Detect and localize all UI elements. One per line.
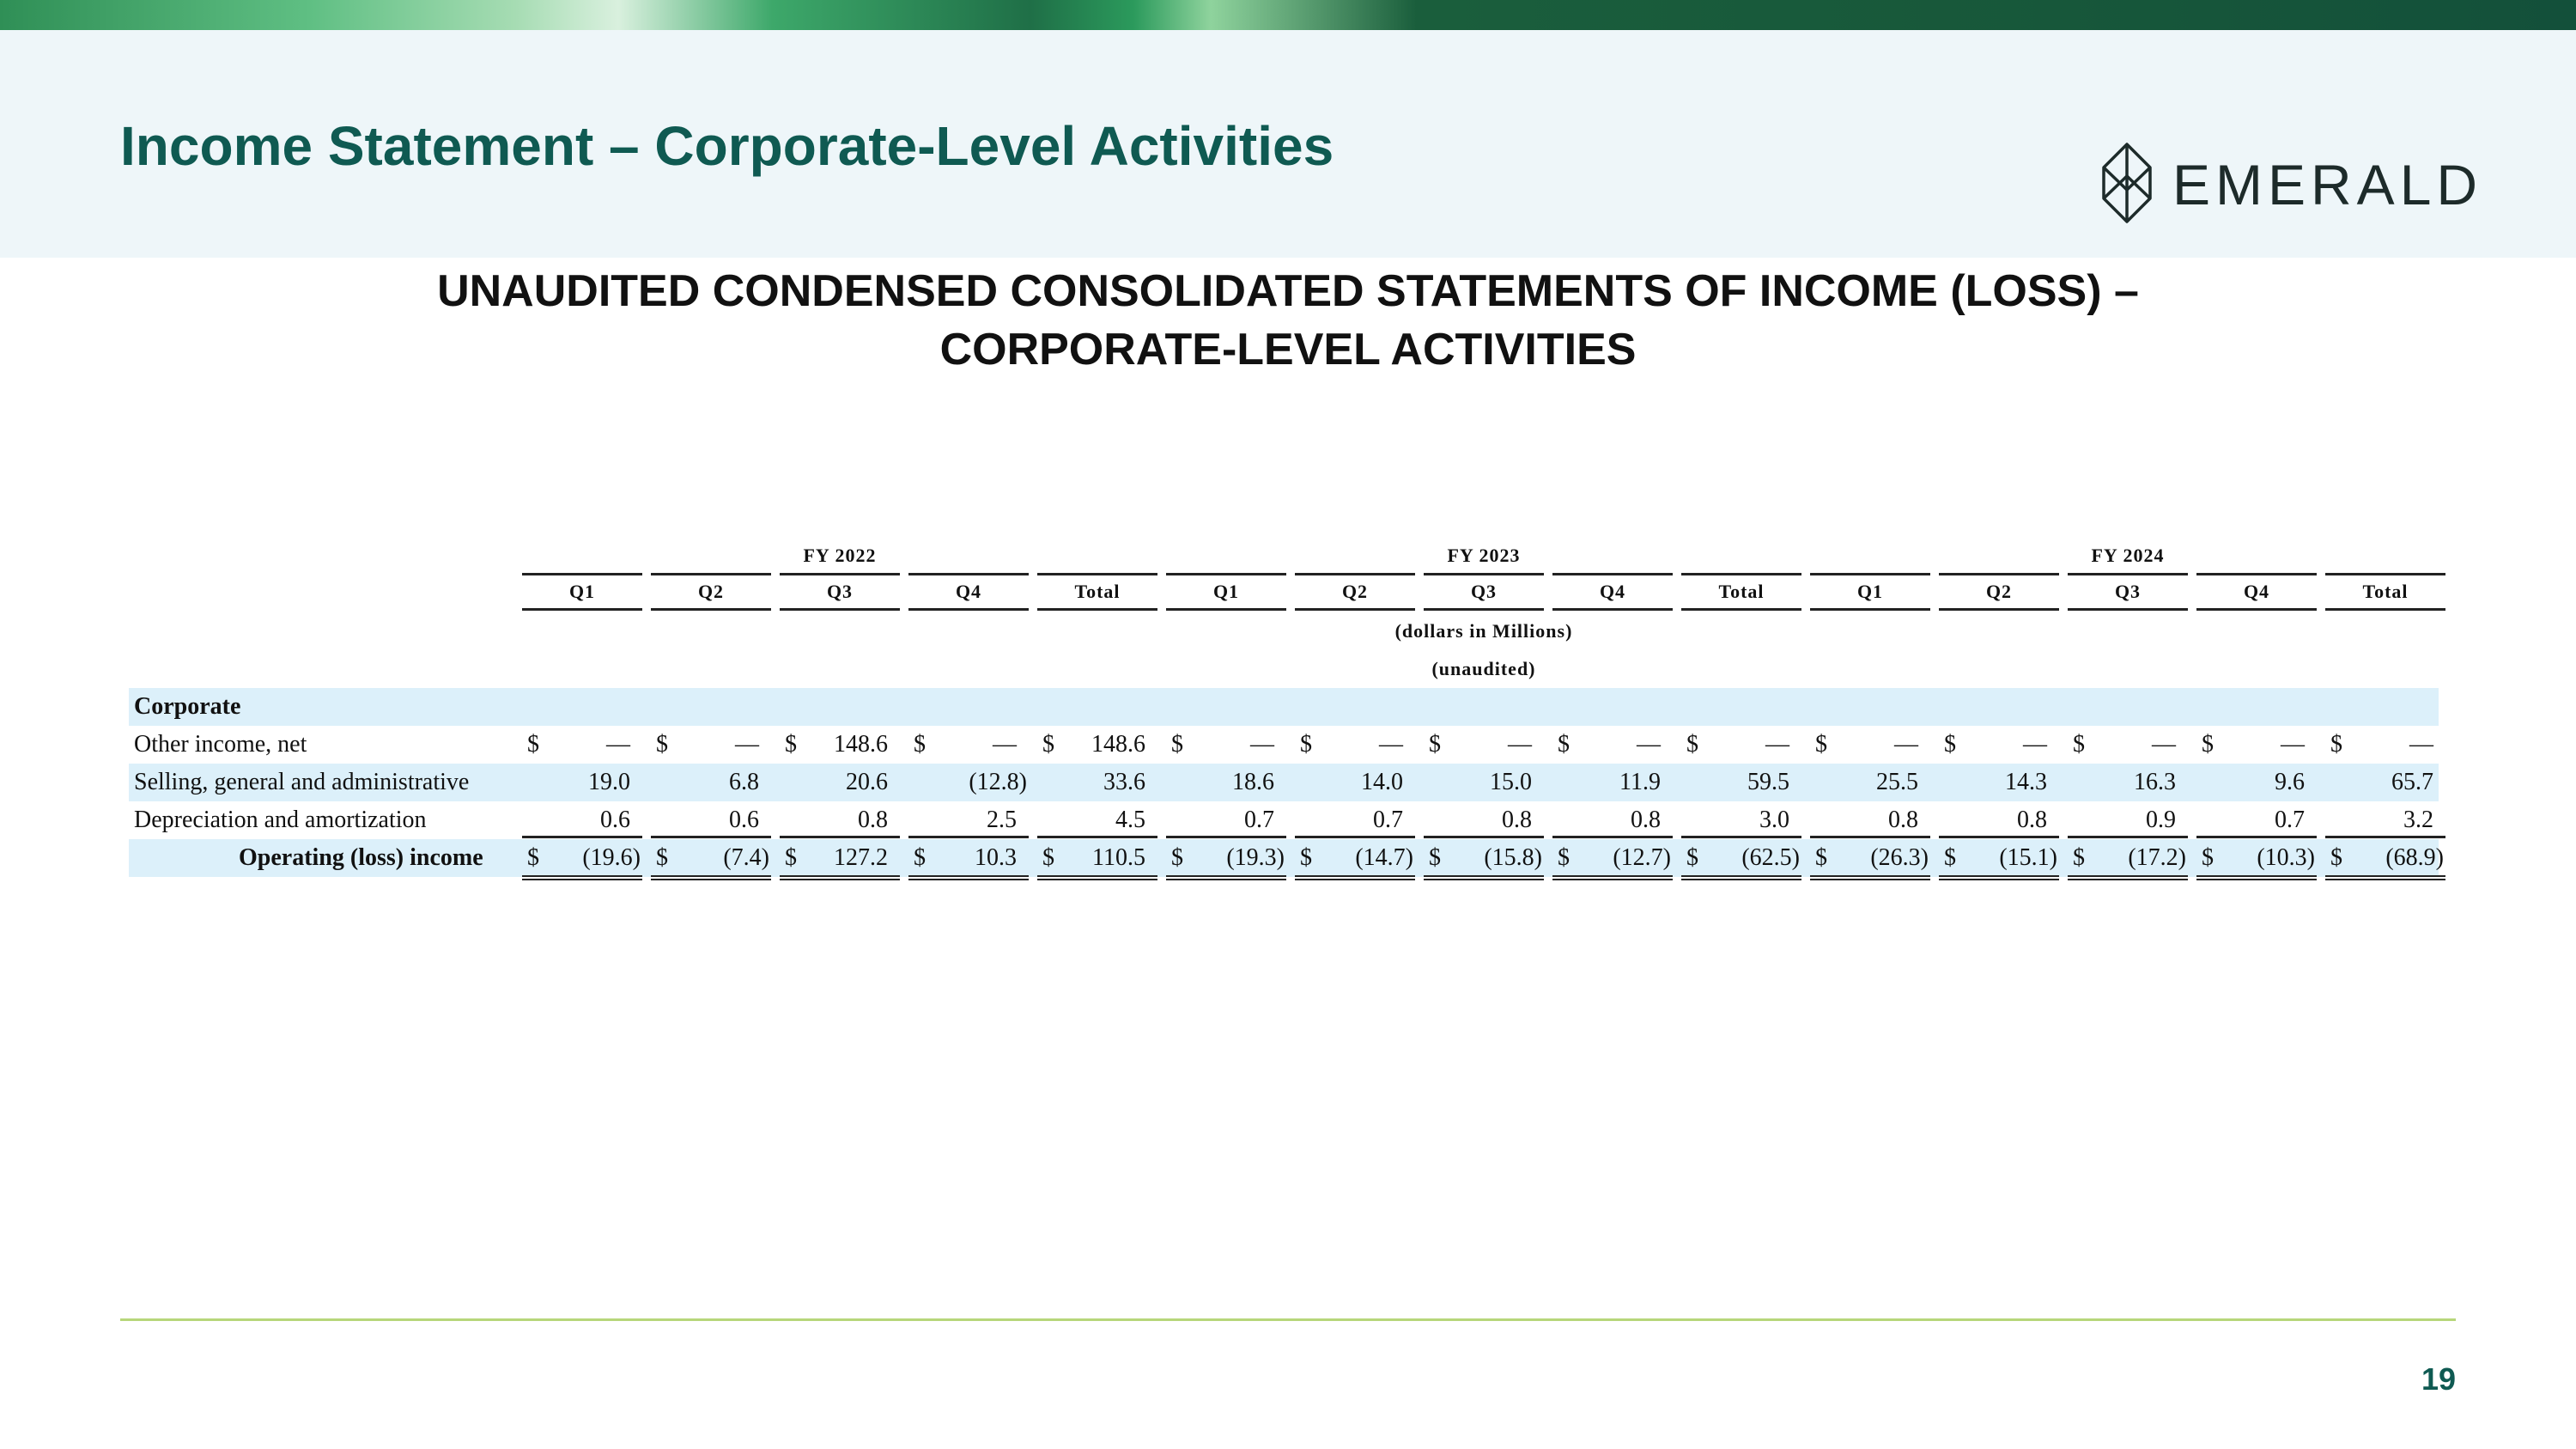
currency-symbol: $ xyxy=(914,731,926,758)
table-cell: 11.9 xyxy=(1619,769,1661,795)
statement-heading-line-1: UNAUDITED CONDENSED CONSOLIDATED STATEMENTS OF INCOME (LOSS) – xyxy=(437,266,2139,316)
cell-rule xyxy=(1295,875,1415,880)
currency-symbol: $ xyxy=(1171,844,1183,871)
currency-symbol: $ xyxy=(656,731,668,758)
table-cell: (19.3) xyxy=(1226,844,1285,871)
emerald-logo xyxy=(2100,142,2483,228)
table-row xyxy=(129,839,2444,877)
column-header: Q2 xyxy=(651,573,771,611)
table-cell: 9.6 xyxy=(2275,769,2305,795)
currency-symbol: $ xyxy=(1300,731,1312,758)
currency-symbol: $ xyxy=(1686,844,1698,871)
table-cell: 20.6 xyxy=(846,769,888,795)
table-cell: — xyxy=(735,731,759,758)
table-cell: 0.8 xyxy=(858,807,888,833)
currency-symbol: $ xyxy=(2073,844,2085,871)
table-cell: (10.3) xyxy=(2257,844,2315,871)
currency-symbol: $ xyxy=(1558,731,1570,758)
table-cell: 59.5 xyxy=(1747,769,1789,795)
cell-rule xyxy=(1939,836,2059,838)
section-row-corporate xyxy=(129,688,2439,726)
top-gradient-band xyxy=(0,0,2576,30)
table-row xyxy=(129,726,2439,764)
table-cell: — xyxy=(993,731,1017,758)
cell-rule xyxy=(2196,875,2317,880)
currency-symbol: $ xyxy=(2330,731,2342,758)
page-title: Income Statement – Corporate-Level Activities xyxy=(120,115,1334,177)
column-header: Q1 xyxy=(522,573,642,611)
row-label: Depreciation and amortization xyxy=(134,807,427,833)
currency-symbol: $ xyxy=(1944,731,1956,758)
statement-heading-line-2: CORPORATE-LEVEL ACTIVITIES xyxy=(939,325,1637,374)
fiscal-year-label: FY 2022 xyxy=(803,545,877,566)
page-number: 19 xyxy=(2421,1361,2456,1397)
cell-rule xyxy=(908,875,1029,880)
cell-rule xyxy=(1295,836,1415,838)
slide-header xyxy=(0,30,2576,258)
table-cell: 14.3 xyxy=(2005,769,2047,795)
table-cell: — xyxy=(1637,731,1661,758)
currency-symbol: $ xyxy=(2073,731,2085,758)
column-header: Q3 xyxy=(2068,573,2188,611)
row-label: Selling, general and administrative xyxy=(134,769,470,795)
table-cell: 4.5 xyxy=(1115,807,1145,833)
column-header: Total xyxy=(1681,573,1801,611)
cell-rule xyxy=(1037,836,1157,838)
currency-symbol: $ xyxy=(785,844,797,871)
currency-symbol: $ xyxy=(527,731,539,758)
table-cell: 110.5 xyxy=(1092,844,1145,871)
table-cell: 19.0 xyxy=(588,769,630,795)
table-cell: 16.3 xyxy=(2134,769,2176,795)
cell-rule xyxy=(2068,875,2188,880)
table-cell: (19.6) xyxy=(582,844,641,871)
table-cell: (15.1) xyxy=(1999,844,2057,871)
currency-symbol: $ xyxy=(1815,731,1827,758)
table-cell: 2.5 xyxy=(987,807,1017,833)
table-cell: (17.2) xyxy=(2128,844,2186,871)
cell-rule xyxy=(1552,875,1673,880)
cell-rule xyxy=(2325,875,2445,880)
table-cell: 0.6 xyxy=(729,807,759,833)
table-cell: (12.7) xyxy=(1613,844,1671,871)
fiscal-year-label: FY 2023 xyxy=(1447,545,1521,566)
cell-rule xyxy=(780,836,900,838)
units-note-row xyxy=(129,612,2439,650)
cell-rule xyxy=(2325,836,2445,838)
table-cell: 0.8 xyxy=(1502,807,1532,833)
table-cell: (7.4) xyxy=(723,844,769,871)
table-cell: 3.0 xyxy=(1759,807,1789,833)
column-header: Q3 xyxy=(1424,573,1544,611)
table-cell: 0.8 xyxy=(2017,807,2047,833)
table-cell: 0.7 xyxy=(1373,807,1403,833)
currency-symbol: $ xyxy=(914,844,926,871)
currency-symbol: $ xyxy=(785,731,797,758)
table-cell: 3.2 xyxy=(2403,807,2433,833)
cell-rule xyxy=(2068,836,2188,838)
currency-symbol: $ xyxy=(2202,844,2214,871)
cell-rule xyxy=(1810,836,1930,838)
cell-rule xyxy=(1166,836,1286,838)
currency-symbol: $ xyxy=(1558,844,1570,871)
currency-symbol: $ xyxy=(1944,844,1956,871)
table-cell: 127.2 xyxy=(834,844,888,871)
cell-rule xyxy=(522,875,642,880)
cell-rule xyxy=(1681,875,1801,880)
cell-rule xyxy=(1552,836,1673,838)
table-cell: 0.8 xyxy=(1888,807,1918,833)
table-cell: 0.6 xyxy=(600,807,630,833)
table-cell: 10.3 xyxy=(975,844,1017,871)
column-header: Q4 xyxy=(908,573,1029,611)
table-cell: (15.8) xyxy=(1484,844,1542,871)
currency-symbol: $ xyxy=(1429,844,1441,871)
table-cell: (68.9) xyxy=(2385,844,2444,871)
cell-rule xyxy=(1037,875,1157,880)
cell-rule xyxy=(1939,875,2059,880)
currency-symbol: $ xyxy=(527,844,539,871)
table-cell: — xyxy=(1250,731,1274,758)
currency-symbol: $ xyxy=(1171,731,1183,758)
currency-symbol: $ xyxy=(1686,731,1698,758)
audit-note: (unaudited) xyxy=(1431,658,1536,679)
statement-heading xyxy=(258,262,2318,379)
table-row xyxy=(129,801,2439,839)
column-header: Q1 xyxy=(1166,573,1286,611)
currency-symbol: $ xyxy=(1300,844,1312,871)
currency-symbol: $ xyxy=(1042,731,1054,758)
column-header: Q3 xyxy=(780,573,900,611)
table-cell: 25.5 xyxy=(1876,769,1918,795)
column-header: Q1 xyxy=(1810,573,1930,611)
cell-rule xyxy=(1681,836,1801,838)
table-cell: 14.0 xyxy=(1361,769,1403,795)
table-cell: — xyxy=(2409,731,2433,758)
fiscal-year-header-row xyxy=(129,537,2439,575)
quarter-header-row xyxy=(129,573,2439,611)
table-cell: (26.3) xyxy=(1870,844,1929,871)
table-cell: — xyxy=(1894,731,1918,758)
table-cell: (62.5) xyxy=(1741,844,1800,871)
emerald-gem-icon xyxy=(2100,142,2154,224)
table-cell: 0.7 xyxy=(2275,807,2305,833)
cell-rule xyxy=(522,836,642,838)
currency-symbol: $ xyxy=(1429,731,1441,758)
cell-rule xyxy=(1166,875,1286,880)
logo-wordmark: EMERALD xyxy=(2172,153,2483,216)
table-cell: — xyxy=(1508,731,1532,758)
currency-symbol: $ xyxy=(1815,844,1827,871)
cell-rule xyxy=(651,836,771,838)
column-header: Total xyxy=(2325,573,2445,611)
table-cell: 0.8 xyxy=(1631,807,1661,833)
table-cell: 65.7 xyxy=(2391,769,2433,795)
table-cell: 6.8 xyxy=(729,769,759,795)
table-cell: 0.9 xyxy=(2146,807,2176,833)
column-header: Q2 xyxy=(1939,573,2059,611)
currency-symbol: $ xyxy=(2202,731,2214,758)
audit-note-row xyxy=(129,650,2439,688)
cell-rule xyxy=(1424,836,1544,838)
table-cell: 148.6 xyxy=(834,731,888,758)
currency-symbol: $ xyxy=(656,844,668,871)
table-row xyxy=(129,764,2439,801)
table-cell: 148.6 xyxy=(1091,731,1145,758)
cell-rule xyxy=(1424,875,1544,880)
table-cell: — xyxy=(606,731,630,758)
column-header: Q4 xyxy=(1552,573,1673,611)
section-label: Corporate xyxy=(134,693,241,720)
table-cell: — xyxy=(2281,731,2305,758)
cell-rule xyxy=(651,875,771,880)
currency-symbol: $ xyxy=(2330,844,2342,871)
table-cell: 18.6 xyxy=(1232,769,1274,795)
table-cell: 15.0 xyxy=(1490,769,1532,795)
cell-rule xyxy=(1810,875,1930,880)
table-cell: (12.8) xyxy=(969,769,1027,795)
units-note: (dollars in Millions) xyxy=(1394,620,1573,642)
table-cell: (14.7) xyxy=(1355,844,1413,871)
fiscal-year-label: FY 2024 xyxy=(2091,545,2165,566)
column-header: Q4 xyxy=(2196,573,2317,611)
table-cell: 0.7 xyxy=(1244,807,1274,833)
table-cell: — xyxy=(1765,731,1789,758)
column-header: Total xyxy=(1037,573,1157,611)
table-cell: — xyxy=(2152,731,2176,758)
table-cell: 33.6 xyxy=(1103,769,1145,795)
row-label: Other income, net xyxy=(134,731,307,758)
footer-divider xyxy=(120,1318,2456,1321)
row-label: Operating (loss) income xyxy=(239,844,483,871)
column-header: Q2 xyxy=(1295,573,1415,611)
table-cell: — xyxy=(1379,731,1403,758)
currency-symbol: $ xyxy=(1042,844,1054,871)
table-cell: — xyxy=(2023,731,2047,758)
cell-rule xyxy=(908,836,1029,838)
cell-rule xyxy=(780,875,900,880)
cell-rule xyxy=(2196,836,2317,838)
